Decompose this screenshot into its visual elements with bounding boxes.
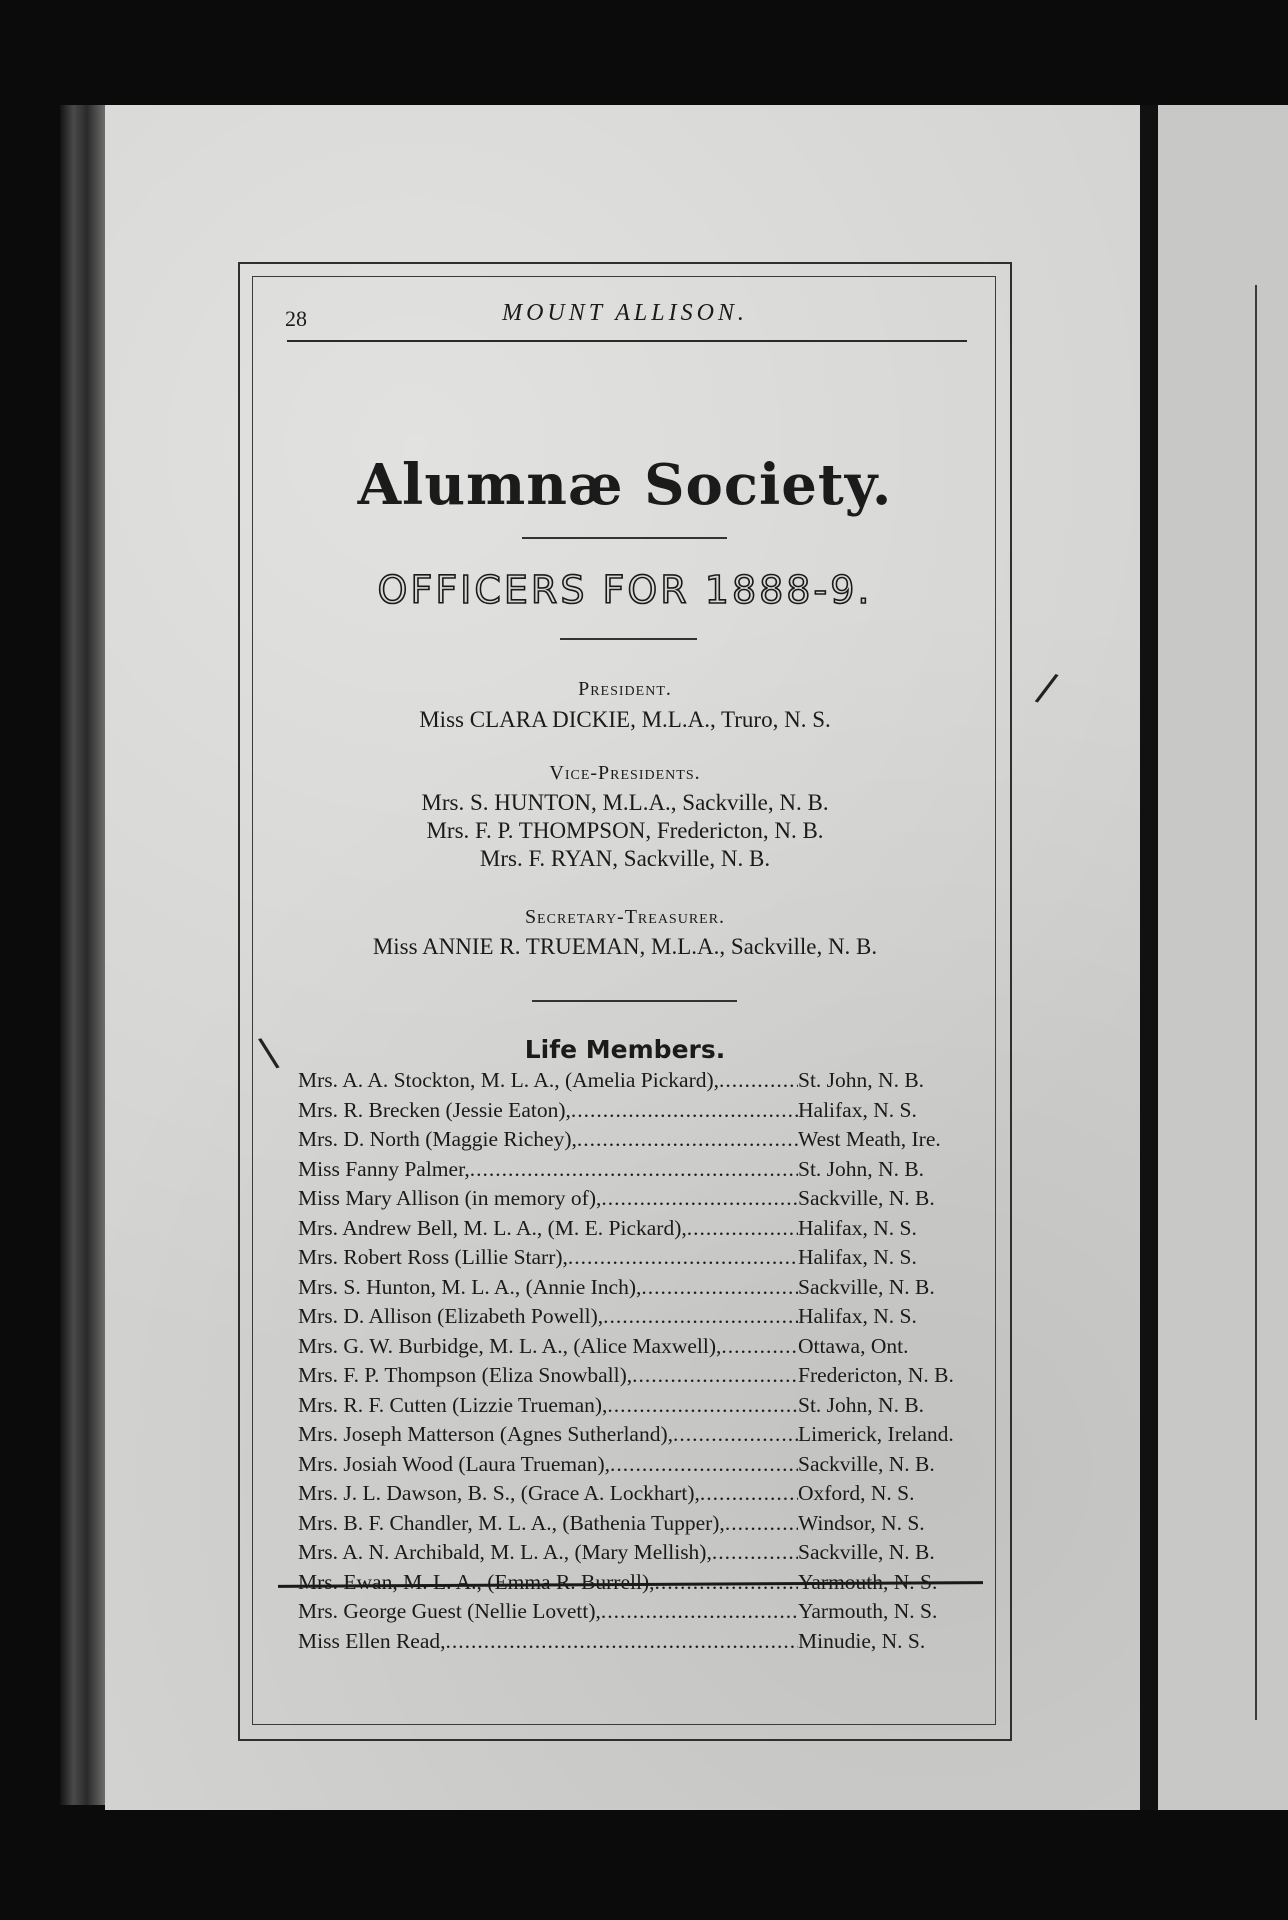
leader-dots <box>470 1155 798 1185</box>
member-name: Mrs. Josiah Wood (Laura Trueman), <box>298 1451 610 1476</box>
leader-dots <box>712 1538 798 1568</box>
list-item <box>298 1184 998 1214</box>
secretary-treasurer-name: Miss ANNIE R. TRUEMAN, M.L.A., Sackville, N. B. <box>372 934 878 959</box>
leader-dots <box>700 1479 798 1509</box>
member-name: Mrs. A. N. Archibald, M. L. A., (Mary Mellish), <box>298 1540 712 1564</box>
life-members-list <box>298 1066 998 1656</box>
officers-divider <box>560 638 697 640</box>
list-item <box>298 1627 998 1657</box>
list-item <box>298 1509 998 1539</box>
member-place: Oxford, N. S. <box>798 1481 915 1505</box>
running-title: MOUNT ALLISON. <box>502 300 748 326</box>
vice-president-2: Mrs. F. P. THOMPSON, Fredericton, N. B. <box>426 818 824 843</box>
book-gutter <box>1140 105 1158 1810</box>
leader-dots <box>641 1273 798 1303</box>
list-item <box>298 1361 998 1391</box>
member-place: Limerick, Ireland. <box>798 1422 954 1446</box>
list-item <box>298 1243 998 1273</box>
member-place: Halifax, N. S. <box>798 1097 917 1122</box>
leader-dots <box>607 1391 798 1421</box>
title-divider <box>522 537 727 539</box>
member-name: Mrs. S. Hunton, M. L. A., (Annie Inch), <box>298 1274 642 1299</box>
vice-president-1: Mrs. S. HUNTON, M.L.A., Sackville, N. B. <box>421 790 829 815</box>
member-name: Mrs. Joseph Matterson (Agnes Sutherland), <box>298 1422 674 1446</box>
member-name: Mrs. Robert Ross (Lillie Starr), <box>298 1245 568 1269</box>
list-item <box>298 1302 998 1332</box>
member-name: Mrs. J. L. Dawson, B. S., (Grace A. Lockhart), <box>298 1481 700 1505</box>
list-item <box>298 1214 998 1244</box>
life-members-title: Life Members. <box>524 1035 726 1064</box>
leader-dots <box>446 1627 799 1657</box>
member-place: Halifax, N. S. <box>798 1215 917 1240</box>
member-name: Mrs. A. A. Stockton, M. L. A., (Amelia Pickard), <box>298 1068 720 1092</box>
member-name: Mrs. D. Allison (Elizabeth Powell), <box>298 1304 604 1328</box>
member-name: Miss Mary Allison (in memory of), <box>298 1186 602 1210</box>
leader-dots <box>601 1597 798 1627</box>
leader-dots <box>673 1420 798 1450</box>
member-name: Mrs. B. F. Chandler, M. L. A., (Bathenia Tupper), <box>298 1510 725 1535</box>
pencil-margin-mark: / <box>1032 664 1061 712</box>
members-divider <box>532 1000 737 1002</box>
member-place: Sackville, N. B. <box>798 1540 935 1564</box>
facing-page-border <box>1255 285 1288 1720</box>
member-place: Yarmouth, N. S. <box>798 1599 938 1623</box>
president-label: President. <box>578 678 672 700</box>
leader-dots <box>725 1509 798 1539</box>
list-item <box>298 1066 998 1096</box>
book-spine-shadow <box>60 105 105 1805</box>
member-place: Fredericton, N. B. <box>798 1363 954 1387</box>
leader-dots <box>601 1184 798 1214</box>
list-item <box>298 1450 998 1480</box>
leader-dots <box>721 1332 798 1362</box>
list-item <box>298 1125 998 1155</box>
page-header <box>285 300 965 338</box>
list-item <box>298 1391 998 1421</box>
list-item <box>298 1420 998 1450</box>
leader-dots <box>610 1450 798 1480</box>
vice-president-3: Mrs. F. RYAN, Sackville, N. B. <box>479 846 771 871</box>
list-item <box>298 1273 998 1303</box>
member-place: Sackville, N. B. <box>798 1186 935 1210</box>
member-name: Mrs. R. F. Cutten (Lizzie Trueman), <box>298 1392 608 1417</box>
leader-dots <box>719 1066 798 1096</box>
society-title: Alumnæ Society. <box>357 452 893 518</box>
member-name: Mrs. D. North (Maggie Richey), <box>298 1127 577 1151</box>
vice-presidents-label: Vice-Presidents. <box>549 762 701 784</box>
leader-dots <box>571 1096 798 1126</box>
list-item <box>298 1096 998 1126</box>
member-place: St. John, N. B. <box>798 1068 925 1092</box>
member-name: Mrs. F. P. Thompson (Eliza Snowball), <box>298 1363 633 1387</box>
leader-dots <box>603 1302 798 1332</box>
secretary-treasurer-label: Secretary-Treasurer. <box>524 906 726 928</box>
list-item <box>298 1155 998 1185</box>
leader-dots <box>632 1361 798 1391</box>
member-place: Sackville, N. B. <box>798 1451 935 1476</box>
member-name: Mrs. George Guest (Nellie Lovett), <box>298 1599 601 1623</box>
president-name: Miss CLARA DICKIE, M.L.A., Truro, N. S. <box>419 707 831 732</box>
officers-title: OFFICERS FOR 1888-9. <box>377 568 873 612</box>
member-place: West Meath, Ire. <box>798 1127 941 1151</box>
member-place: Minudie, N. S. <box>798 1628 926 1653</box>
page-number: 28 <box>285 306 307 331</box>
member-name: Miss Fanny Palmer, <box>298 1156 470 1181</box>
member-place: Windsor, N. S. <box>798 1510 925 1535</box>
member-name: Mrs. Ewan, M. L. A., (Emma R. Burrell), <box>298 1569 655 1594</box>
member-name: Mrs. R. Brecken (Jessie Eaton), <box>298 1097 571 1122</box>
member-place: Sackville, N. B. <box>798 1274 935 1299</box>
member-place: Yarmouth, N. S. <box>798 1569 938 1594</box>
list-item <box>298 1597 998 1627</box>
list-item <box>298 1479 998 1509</box>
leader-dots <box>568 1243 798 1273</box>
leader-dots <box>687 1214 798 1244</box>
member-place: Ottawa, Ont. <box>798 1333 909 1358</box>
member-place: Halifax, N. S. <box>798 1245 917 1269</box>
header-rule <box>287 340 967 342</box>
list-item <box>298 1332 998 1362</box>
leader-dots <box>577 1125 798 1155</box>
member-place: St. John, N. B. <box>798 1156 925 1181</box>
member-name: Mrs. G. W. Burbidge, M. L. A., (Alice Maxwell), <box>298 1333 722 1358</box>
member-name: Mrs. Andrew Bell, M. L. A., (M. E. Pickard), <box>298 1215 687 1240</box>
member-name: Miss Ellen Read, <box>298 1628 446 1653</box>
pencil-check-mark: \ <box>256 1029 282 1077</box>
member-place: St. John, N. B. <box>798 1392 925 1417</box>
list-item <box>298 1538 998 1568</box>
member-place: Halifax, N. S. <box>798 1304 917 1328</box>
